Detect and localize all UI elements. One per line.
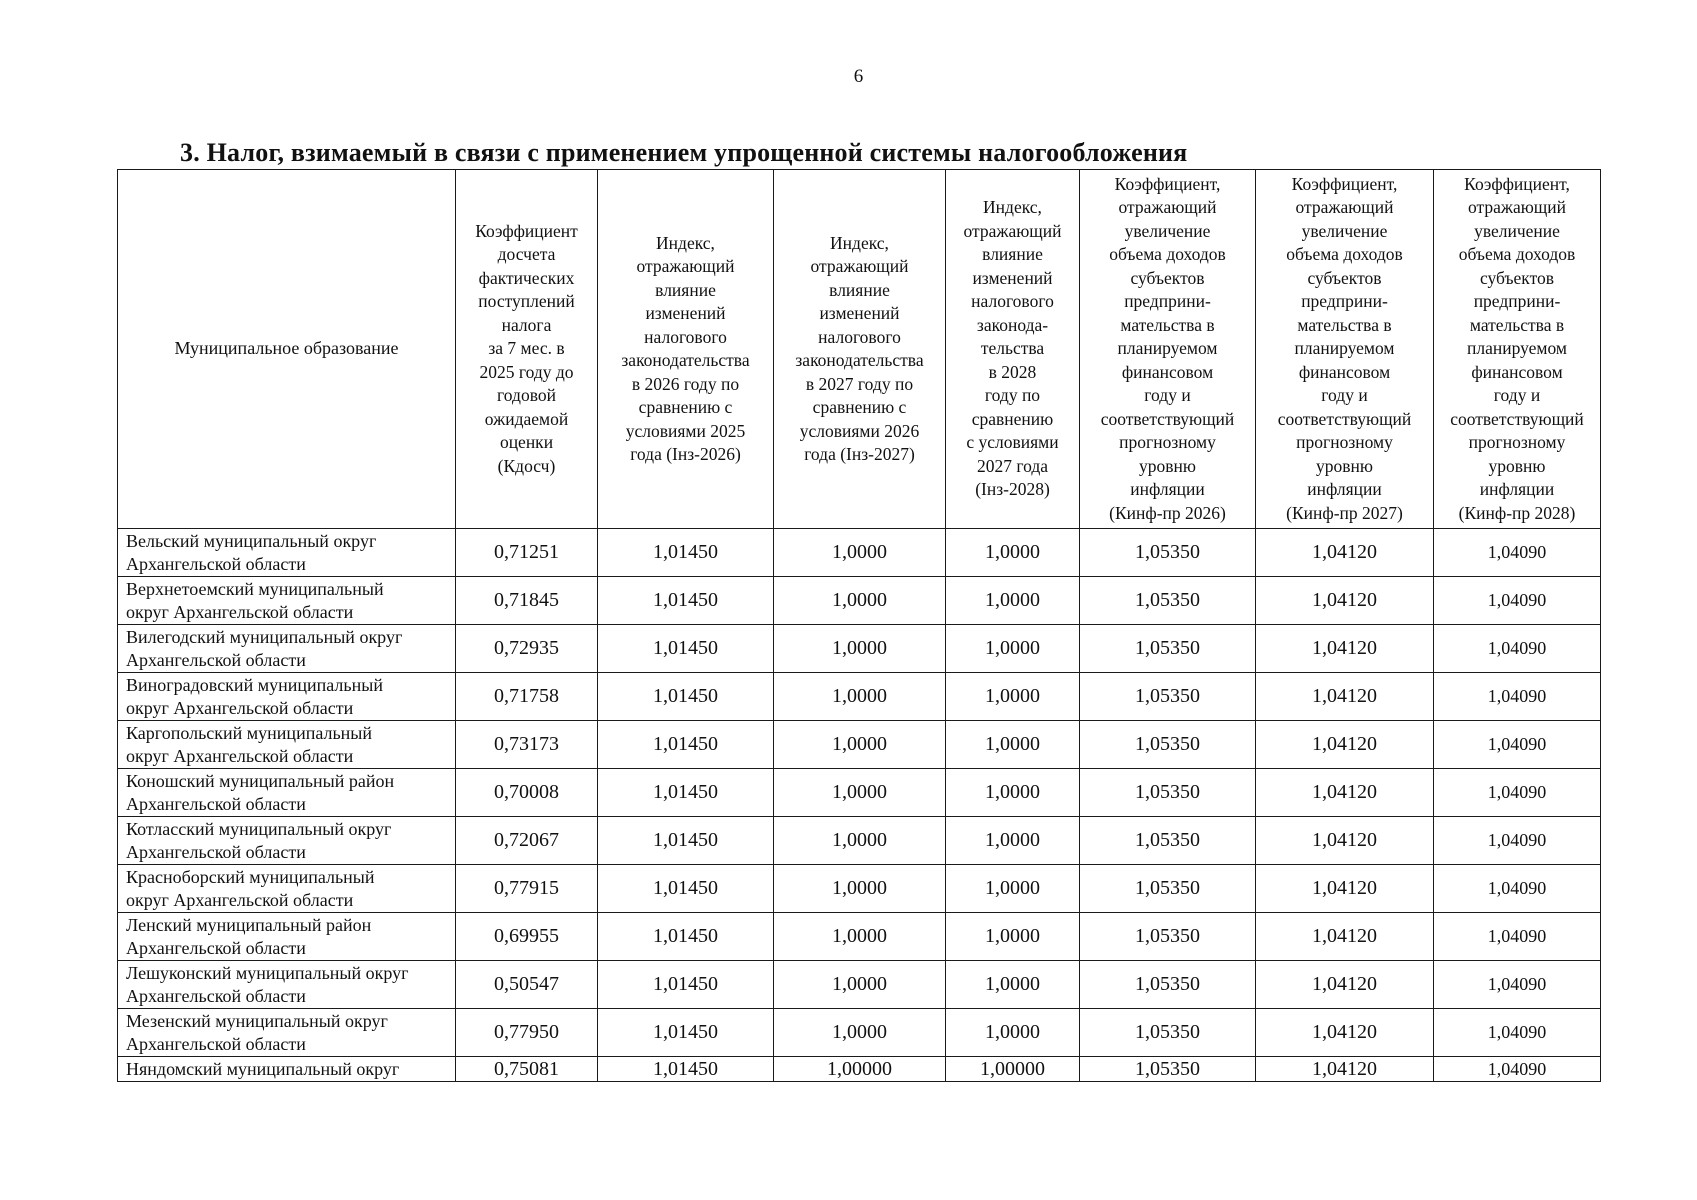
cell-k-dosch: 0,71251 [456,529,598,577]
table-row [118,625,1601,673]
cell-k-dosch: 0,72067 [456,817,598,865]
header-k-dosch [456,170,598,529]
cell-municipality: Каргопольский муниципальный округ Архангельской области [118,721,456,769]
header-kinf-2028 [1434,170,1601,529]
cell-inz-2027: 1,0000 [774,961,946,1009]
cell-municipality: Верхнетоемский муниципальный округ Архангельской области [118,577,456,625]
table-row [118,529,1601,577]
cell-kinf-2027: 1,04120 [1256,1009,1434,1057]
cell-kinf-2027: 1,04120 [1256,961,1434,1009]
cell-kinf-2027: 1,04120 [1256,625,1434,673]
cell-inz-2026: 1,01450 [598,673,774,721]
cell-kinf-2027: 1,04120 [1256,865,1434,913]
cell-inz-2027: 1,0000 [774,721,946,769]
table-row [118,721,1601,769]
cell-kinf-2026: 1,05350 [1080,1009,1256,1057]
cell-kinf-2026: 1,05350 [1080,913,1256,961]
cell-k-dosch: 0,73173 [456,721,598,769]
header-label: Индекс, отражающий влияние изменений налогового законодательства в 2027 году по сравнению с условиями 2026 года (Iнз-2027) [795,232,924,464]
cell-kinf-2026: 1,05350 [1080,721,1256,769]
cell-kinf-2028: 1,04090 [1434,673,1601,721]
cell-inz-2028: 1,0000 [946,1009,1080,1057]
page-number: 6 [853,66,864,87]
cell-inz-2028: 1,0000 [946,721,1080,769]
header-municipality [118,170,456,529]
cell-inz-2026: 1,01450 [598,721,774,769]
header-label: Коэффициент досчета фактических поступлений налога за 7 мес. в 2025 году до годовой ожидаемой оценки (Кдосч) [475,220,578,476]
header-label: Коэффициент, отражающий увеличение объема доходов субъектов предприни- мательства в планируемом финансовом году и соответствующий прогнозному уровню инфляции (Кинф-пр 2026) [1100,173,1235,523]
header-label: Коэффициент, отражающий увеличение объема доходов субъектов предприни- мательства в планируемом финансовом году и соответствующий прогнозному уровню инфляции (Кинф-пр 2027) [1277,173,1412,523]
cell-kinf-2026: 1,05350 [1080,625,1256,673]
cell-k-dosch: 0,71845 [456,577,598,625]
cell-kinf-2028: 1,04090 [1434,817,1601,865]
cell-inz-2026: 1,01450 [598,817,774,865]
cell-inz-2027: 1,0000 [774,769,946,817]
cell-municipality: Няндомский муниципальный округ [118,1057,456,1082]
cell-municipality: Красноборский муниципальный округ Архангельской области [118,865,456,913]
cell-municipality: Ленский муниципальный район Архангельской области [118,913,456,961]
cell-inz-2026: 1,01450 [598,865,774,913]
cell-inz-2026: 1,01450 [598,961,774,1009]
cell-kinf-2028: 1,04090 [1434,1057,1601,1082]
cell-k-dosch: 0,50547 [456,961,598,1009]
cell-kinf-2026: 1,05350 [1080,529,1256,577]
header-label: Коэффициент, отражающий увеличение объема доходов субъектов предприни- мательства в планируемом финансовом году и соответствующий прогнозному уровню инфляции (Кинф-пр 2028) [1450,173,1584,523]
cell-inz-2026: 1,01450 [598,625,774,673]
cell-kinf-2026: 1,05350 [1080,673,1256,721]
table-row [118,1009,1601,1057]
table-body [118,529,1601,1082]
cell-inz-2026: 1,01450 [598,913,774,961]
cell-inz-2027: 1,0000 [774,913,946,961]
table-row [118,769,1601,817]
cell-kinf-2028: 1,04090 [1434,625,1601,673]
cell-k-dosch: 0,77950 [456,1009,598,1057]
cell-kinf-2026: 1,05350 [1080,961,1256,1009]
cell-inz-2028: 1,00000 [946,1057,1080,1082]
cell-inz-2027: 1,0000 [774,1009,946,1057]
cell-municipality: Виноградовский муниципальный округ Архангельской области [118,673,456,721]
cell-k-dosch: 0,71758 [456,673,598,721]
header-inz-2027 [774,170,946,529]
cell-kinf-2028: 1,04090 [1434,529,1601,577]
table-row [118,961,1601,1009]
table-header-row [118,170,1601,529]
cell-kinf-2028: 1,04090 [1434,721,1601,769]
cell-kinf-2026: 1,05350 [1080,817,1256,865]
header-inz-2028 [946,170,1080,529]
cell-inz-2028: 1,0000 [946,577,1080,625]
header-label: Муниципальное образование [174,338,399,359]
cell-municipality: Лешуконский муниципальный округ Архангельской области [118,961,456,1009]
tax-coefficients-table [117,169,1601,1082]
cell-k-dosch: 0,69955 [456,913,598,961]
cell-inz-2027: 1,0000 [774,625,946,673]
cell-k-dosch: 0,72935 [456,625,598,673]
table-row [118,913,1601,961]
cell-kinf-2028: 1,04090 [1434,769,1601,817]
cell-inz-2028: 1,0000 [946,817,1080,865]
cell-inz-2027: 1,0000 [774,577,946,625]
table-row [118,577,1601,625]
cell-inz-2026: 1,01450 [598,769,774,817]
cell-kinf-2027: 1,04120 [1256,721,1434,769]
cell-municipality: Коношский муниципальный район Архангельской области [118,769,456,817]
header-label: Индекс, отражающий влияние изменений налогового законодательства в 2026 году по сравнению с условиями 2025 года (Iнз-2026) [621,232,750,464]
cell-kinf-2026: 1,05350 [1080,1057,1256,1082]
cell-inz-2028: 1,0000 [946,769,1080,817]
cell-inz-2026: 1,01450 [598,1009,774,1057]
header-kinf-2026 [1080,170,1256,529]
cell-kinf-2027: 1,04120 [1256,817,1434,865]
cell-inz-2026: 1,01450 [598,577,774,625]
cell-k-dosch: 0,77915 [456,865,598,913]
header-inz-2026 [598,170,774,529]
cell-inz-2027: 1,0000 [774,673,946,721]
table-row [118,865,1601,913]
cell-kinf-2026: 1,05350 [1080,865,1256,913]
cell-kinf-2027: 1,04120 [1256,673,1434,721]
cell-kinf-2027: 1,04120 [1256,529,1434,577]
cell-kinf-2026: 1,05350 [1080,769,1256,817]
cell-inz-2028: 1,0000 [946,625,1080,673]
section-title: 3. Налог, взимаемый в связи с применением упрощенной системы налогообложения [180,138,1188,167]
cell-kinf-2026: 1,05350 [1080,577,1256,625]
header-kinf-2027 [1256,170,1434,529]
cell-kinf-2028: 1,04090 [1434,961,1601,1009]
cell-inz-2026: 1,01450 [598,1057,774,1082]
cell-kinf-2028: 1,04090 [1434,865,1601,913]
table-row [118,673,1601,721]
cell-kinf-2027: 1,04120 [1256,577,1434,625]
cell-inz-2027: 1,0000 [774,817,946,865]
header-label: Индекс, отражающий влияние изменений налогового законода- тельства в 2028 году по сравнению с условиями 2027 года (Iнз-2028) [963,197,1062,500]
cell-inz-2027: 1,0000 [774,865,946,913]
cell-inz-2028: 1,0000 [946,913,1080,961]
cell-municipality: Вилегодский муниципальный округ Архангельской области [118,625,456,673]
cell-municipality: Вельский муниципальный округ Архангельской области [118,529,456,577]
cell-inz-2027: 1,00000 [774,1057,946,1082]
cell-kinf-2028: 1,04090 [1434,1009,1601,1057]
table-row [118,817,1601,865]
cell-inz-2028: 1,0000 [946,865,1080,913]
cell-inz-2028: 1,0000 [946,529,1080,577]
cell-municipality: Мезенский муниципальный округ Архангельской области [118,1009,456,1057]
cell-kinf-2027: 1,04120 [1256,1057,1434,1082]
cell-kinf-2028: 1,04090 [1434,577,1601,625]
cell-k-dosch: 0,70008 [456,769,598,817]
cell-kinf-2027: 1,04120 [1256,769,1434,817]
table-row [118,1057,1601,1082]
cell-inz-2026: 1,01450 [598,529,774,577]
cell-inz-2028: 1,0000 [946,673,1080,721]
cell-inz-2027: 1,0000 [774,529,946,577]
cell-kinf-2028: 1,04090 [1434,913,1601,961]
cell-inz-2028: 1,0000 [946,961,1080,1009]
cell-k-dosch: 0,75081 [456,1057,598,1082]
cell-kinf-2027: 1,04120 [1256,913,1434,961]
cell-municipality: Котласский муниципальный округ Архангельской области [118,817,456,865]
